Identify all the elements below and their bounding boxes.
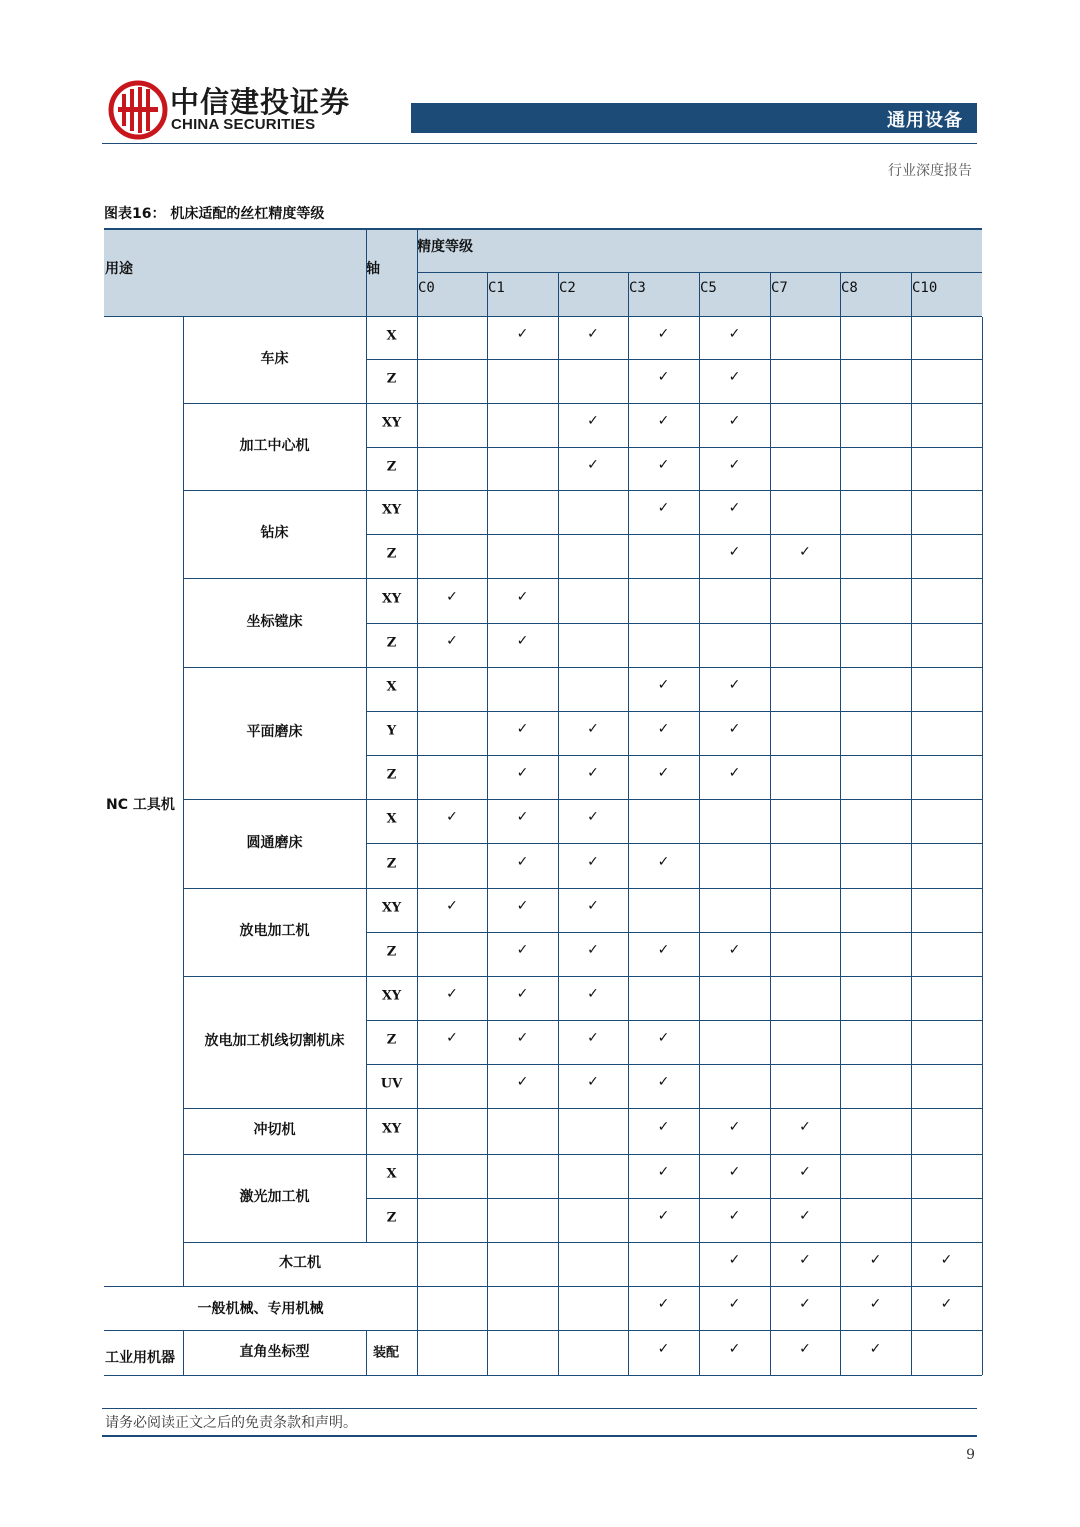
check-mark-icon: ✓ bbox=[869, 1252, 882, 1268]
check-mark-icon: ✓ bbox=[728, 456, 741, 473]
header-grade-c2: C2 bbox=[559, 280, 576, 296]
check-mark-icon: ✓ bbox=[728, 677, 741, 693]
check-mark-icon: ✓ bbox=[657, 413, 670, 429]
row-rule bbox=[183, 888, 982, 889]
check-mark-icon: ✓ bbox=[728, 326, 741, 342]
check-mark-icon: ✓ bbox=[516, 809, 529, 825]
header-grade-c3: C3 bbox=[629, 280, 646, 296]
machine-label: 放电加工机 bbox=[239, 923, 310, 939]
row-rule bbox=[366, 1198, 417, 1199]
axis-vline bbox=[366, 1330, 367, 1375]
check-mark-icon: ✓ bbox=[657, 1208, 670, 1224]
axis-cell: Z bbox=[386, 371, 397, 387]
grade-vline bbox=[982, 317, 983, 1375]
axis-cell: XY bbox=[381, 1121, 402, 1137]
header-grade-c7: C7 bbox=[771, 280, 788, 296]
header-axis: 轴 bbox=[366, 261, 380, 277]
machine-label: 坐标镗床 bbox=[246, 613, 303, 630]
axis-cell: Z bbox=[386, 1032, 397, 1048]
grade-vline bbox=[911, 317, 912, 1375]
check-mark-icon: ✓ bbox=[799, 1296, 811, 1312]
axis-cell: X bbox=[386, 1166, 397, 1182]
row-rule bbox=[366, 932, 417, 933]
check-mark-icon: ✓ bbox=[516, 1030, 529, 1046]
check-mark-icon: ✓ bbox=[728, 1340, 741, 1357]
check-mark-icon: ✓ bbox=[446, 1030, 458, 1046]
grade-vline bbox=[487, 317, 488, 1375]
check-mark-icon: ✓ bbox=[516, 721, 529, 737]
check-mark-icon: ✓ bbox=[516, 898, 529, 914]
header-bottom-rule bbox=[104, 316, 982, 317]
row-rule bbox=[183, 1154, 982, 1155]
axis-cell: Z bbox=[386, 767, 397, 783]
category-industrial-robots: 工业用机器 bbox=[105, 1349, 175, 1366]
check-mark-icon: ✓ bbox=[869, 1296, 882, 1312]
row-rule bbox=[104, 1375, 982, 1376]
header-vline bbox=[417, 228, 418, 317]
row-rule bbox=[183, 403, 982, 404]
check-mark-icon: ✓ bbox=[728, 369, 741, 385]
check-mark-icon: ✓ bbox=[587, 456, 599, 473]
check-mark-icon: ✓ bbox=[657, 677, 670, 693]
axis-cell: XY bbox=[381, 502, 402, 518]
check-mark-icon: ✓ bbox=[799, 1208, 811, 1224]
check-mark-icon: ✓ bbox=[728, 721, 741, 737]
axis-cell: Z bbox=[386, 944, 397, 960]
check-mark-icon: ✓ bbox=[799, 1119, 811, 1135]
row-rule bbox=[183, 667, 982, 668]
axis-cell: X bbox=[386, 679, 397, 695]
header-grade-c5: C5 bbox=[700, 280, 717, 296]
machine-label: 放电加工机线切割机床 bbox=[204, 1033, 345, 1049]
machine-label: 木工机 bbox=[279, 1255, 321, 1271]
machine-label: 加工中心机 bbox=[239, 437, 310, 454]
company-name-cn: 中信建投证券 bbox=[170, 85, 351, 119]
check-mark-icon: ✓ bbox=[728, 1252, 741, 1268]
check-mark-icon: ✓ bbox=[799, 1340, 811, 1357]
check-mark-icon: ✓ bbox=[728, 1296, 741, 1312]
machine-label: 冲切机 bbox=[253, 1122, 296, 1138]
check-mark-icon: ✓ bbox=[587, 986, 599, 1002]
check-mark-icon: ✓ bbox=[657, 942, 670, 958]
grade-vline bbox=[558, 317, 559, 1375]
check-mark-icon: ✓ bbox=[657, 853, 670, 870]
grade-vline bbox=[417, 317, 418, 1375]
check-mark-icon: ✓ bbox=[657, 1296, 670, 1312]
page-number: 9 bbox=[966, 1447, 975, 1463]
usage-vline bbox=[183, 1330, 184, 1375]
footer-divider-top bbox=[102, 1408, 977, 1409]
check-mark-icon: ✓ bbox=[516, 588, 529, 605]
check-mark-icon: ✓ bbox=[657, 456, 670, 473]
axis-cell: X bbox=[386, 328, 397, 344]
row-rule bbox=[366, 1020, 417, 1021]
check-mark-icon: ✓ bbox=[657, 765, 670, 781]
axis-cell: XY bbox=[381, 591, 402, 606]
grade-vline bbox=[840, 317, 841, 1375]
check-mark-icon: ✓ bbox=[869, 1340, 882, 1357]
check-mark-icon: ✓ bbox=[728, 1164, 741, 1180]
header-grade-c0: C0 bbox=[418, 280, 435, 296]
axis-cell: XY bbox=[381, 415, 402, 431]
row-rule bbox=[366, 534, 417, 535]
check-mark-icon: ✓ bbox=[446, 986, 458, 1002]
sector-banner bbox=[411, 103, 977, 133]
check-mark-icon: ✓ bbox=[657, 1074, 670, 1090]
axis-cell: Y bbox=[386, 723, 397, 739]
header-precision: 精度等级 bbox=[417, 239, 473, 255]
row-rule bbox=[183, 1108, 982, 1109]
axis-cell: UV bbox=[380, 1076, 403, 1092]
check-mark-icon: ✓ bbox=[728, 544, 741, 560]
check-mark-icon: ✓ bbox=[516, 326, 529, 342]
check-mark-icon: ✓ bbox=[657, 1119, 670, 1135]
check-mark-icon: ✓ bbox=[728, 413, 741, 429]
report-type: 行业深度报告 bbox=[888, 163, 972, 179]
category-nc-machine-tools: NC 工具机 bbox=[106, 796, 175, 813]
header-usage: 用途 bbox=[105, 261, 133, 277]
check-mark-icon: ✓ bbox=[799, 1164, 811, 1180]
row-rule bbox=[366, 711, 417, 712]
grade-vline bbox=[770, 317, 771, 1375]
check-mark-icon: ✓ bbox=[940, 1252, 953, 1268]
row-rule bbox=[366, 1064, 417, 1065]
row-rule bbox=[183, 1242, 982, 1243]
check-mark-icon: ✓ bbox=[587, 1030, 599, 1046]
footer-divider-bottom bbox=[102, 1435, 977, 1437]
check-mark-icon: ✓ bbox=[587, 1074, 599, 1090]
header-vline bbox=[366, 228, 367, 317]
axis-vline bbox=[366, 317, 367, 1242]
check-mark-icon: ✓ bbox=[657, 721, 670, 737]
row-rule bbox=[104, 1286, 982, 1287]
check-mark-icon: ✓ bbox=[587, 326, 599, 342]
check-mark-icon: ✓ bbox=[516, 986, 529, 1002]
machine-label: 圆通磨床 bbox=[246, 834, 303, 851]
row-rule bbox=[366, 843, 417, 844]
check-mark-icon: ✓ bbox=[728, 500, 741, 516]
check-mark-icon: ✓ bbox=[516, 942, 529, 958]
axis-cell: X bbox=[386, 811, 397, 827]
check-mark-icon: ✓ bbox=[657, 1164, 670, 1180]
row-rule bbox=[366, 447, 417, 448]
check-mark-icon: ✓ bbox=[516, 633, 529, 649]
machine-label: 车床 bbox=[260, 351, 289, 367]
header-divider bbox=[102, 143, 977, 144]
check-mark-icon: ✓ bbox=[587, 721, 599, 737]
check-mark-icon: ✓ bbox=[516, 1074, 529, 1090]
check-mark-icon: ✓ bbox=[587, 413, 599, 429]
usage-vline bbox=[183, 317, 184, 1286]
check-mark-icon: ✓ bbox=[728, 942, 741, 958]
axis-cell: Z bbox=[386, 856, 397, 871]
check-mark-icon: ✓ bbox=[516, 765, 529, 781]
company-logo-icon bbox=[108, 80, 168, 140]
row-rule bbox=[366, 359, 417, 360]
check-mark-icon: ✓ bbox=[728, 1119, 741, 1135]
figure-title: 图表16： 机床适配的丝杠精度等级 bbox=[104, 206, 325, 222]
check-mark-icon: ✓ bbox=[728, 1208, 741, 1224]
axis-cell: Z bbox=[386, 1210, 397, 1226]
grade-vline bbox=[699, 317, 700, 1375]
check-mark-icon: ✓ bbox=[587, 765, 599, 781]
row-rule bbox=[183, 799, 982, 800]
row-rule bbox=[366, 623, 417, 624]
axis-cell: Z bbox=[386, 546, 397, 562]
check-mark-icon: ✓ bbox=[516, 853, 529, 870]
axis-cell: XY bbox=[381, 900, 402, 916]
header-grade-c8: C8 bbox=[841, 280, 858, 296]
row-rule bbox=[183, 490, 982, 491]
header-grade-c10: C10 bbox=[912, 280, 938, 296]
check-mark-icon: ✓ bbox=[799, 544, 811, 560]
check-mark-icon: ✓ bbox=[446, 588, 458, 605]
check-mark-icon: ✓ bbox=[657, 1340, 670, 1357]
check-mark-icon: ✓ bbox=[657, 1030, 670, 1046]
check-mark-icon: ✓ bbox=[728, 765, 741, 781]
sector-label: 通用设备 bbox=[887, 110, 963, 131]
check-mark-icon: ✓ bbox=[799, 1252, 811, 1268]
row-rule bbox=[366, 755, 417, 756]
row-rule bbox=[183, 976, 982, 977]
check-mark-icon: ✓ bbox=[587, 809, 599, 825]
axis-cell: 装配 bbox=[372, 1345, 400, 1360]
check-mark-icon: ✓ bbox=[446, 809, 458, 825]
check-mark-icon: ✓ bbox=[657, 326, 670, 342]
machine-label: 直角坐标型 bbox=[239, 1343, 310, 1360]
check-mark-icon: ✓ bbox=[657, 369, 670, 385]
grade-vline bbox=[628, 317, 629, 1375]
header-grade-c1: C1 bbox=[488, 280, 505, 296]
check-mark-icon: ✓ bbox=[446, 633, 458, 649]
category-general-machinery: 一般机械、专用机械 bbox=[197, 1301, 324, 1317]
check-mark-icon: ✓ bbox=[587, 898, 599, 914]
check-mark-icon: ✓ bbox=[587, 853, 599, 870]
row-rule bbox=[183, 578, 982, 579]
axis-cell: Z bbox=[386, 459, 397, 474]
company-name-en: CHINA SECURITIES bbox=[171, 116, 316, 133]
check-mark-icon: ✓ bbox=[657, 500, 670, 516]
row-rule bbox=[104, 1330, 982, 1331]
check-mark-icon: ✓ bbox=[940, 1296, 953, 1312]
machine-label: 激光加工机 bbox=[239, 1189, 310, 1205]
check-mark-icon: ✓ bbox=[446, 898, 458, 914]
axis-cell: Z bbox=[386, 635, 397, 651]
axis-cell: XY bbox=[381, 988, 402, 1004]
check-mark-icon: ✓ bbox=[587, 942, 599, 958]
machine-label: 平面磨床 bbox=[246, 724, 303, 740]
machine-label: 钻床 bbox=[260, 525, 289, 541]
disclaimer-text: 请务必阅读正文之后的免责条款和声明。 bbox=[105, 1415, 357, 1431]
header-top-rule bbox=[104, 228, 982, 230]
